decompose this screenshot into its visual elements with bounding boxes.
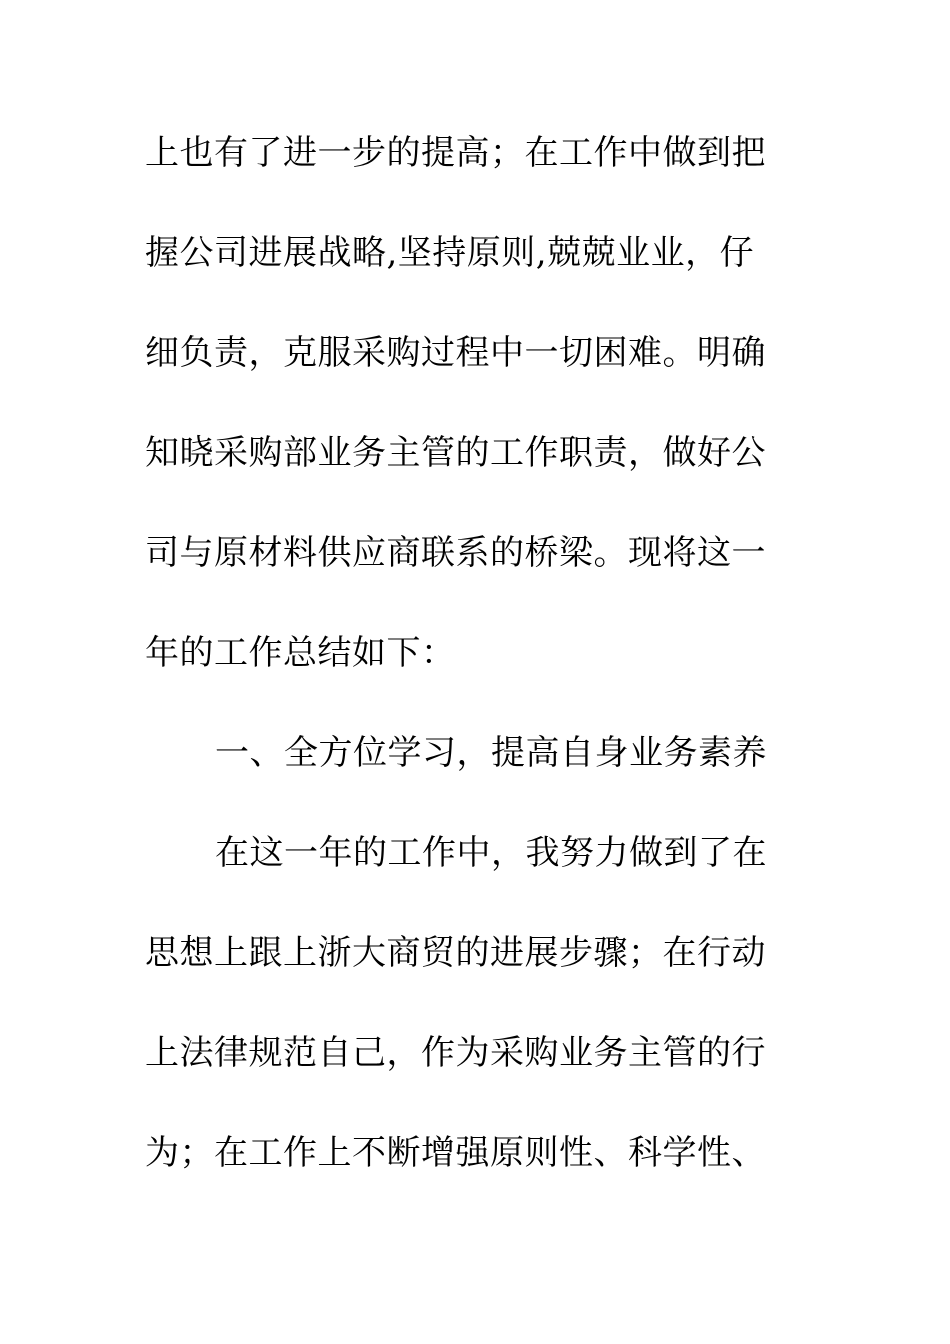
text-line: 思想上跟上浙大商贸的进展步骤；在行动 [145,933,766,973]
text-line: 知晓采购部业务主管的工作职责，做好公 [145,433,766,473]
text-line: 上法律规范自己，作为采购业务主管的行 [145,1033,766,1073]
section-heading: 一、全方位学习，提高自身业务素养 [215,733,767,773]
text-line: 为；在工作上不断增强原则性、科学性、 [145,1133,766,1173]
text-line: 上也有了进一步的提高；在工作中做到把 [145,133,766,173]
text-line: 握公司进展战略,坚持原则,兢兢业业，仔 [145,233,755,273]
text-line: 年的工作总结如下： [145,633,456,673]
text-line: 司与原材料供应商联系的桥梁。现将这一 [145,533,766,573]
text-line: 细负责，克服采购过程中一切困难。明确 [145,333,766,373]
paragraph-first-line: 在这一年的工作中，我努力做到了在 [215,833,767,873]
